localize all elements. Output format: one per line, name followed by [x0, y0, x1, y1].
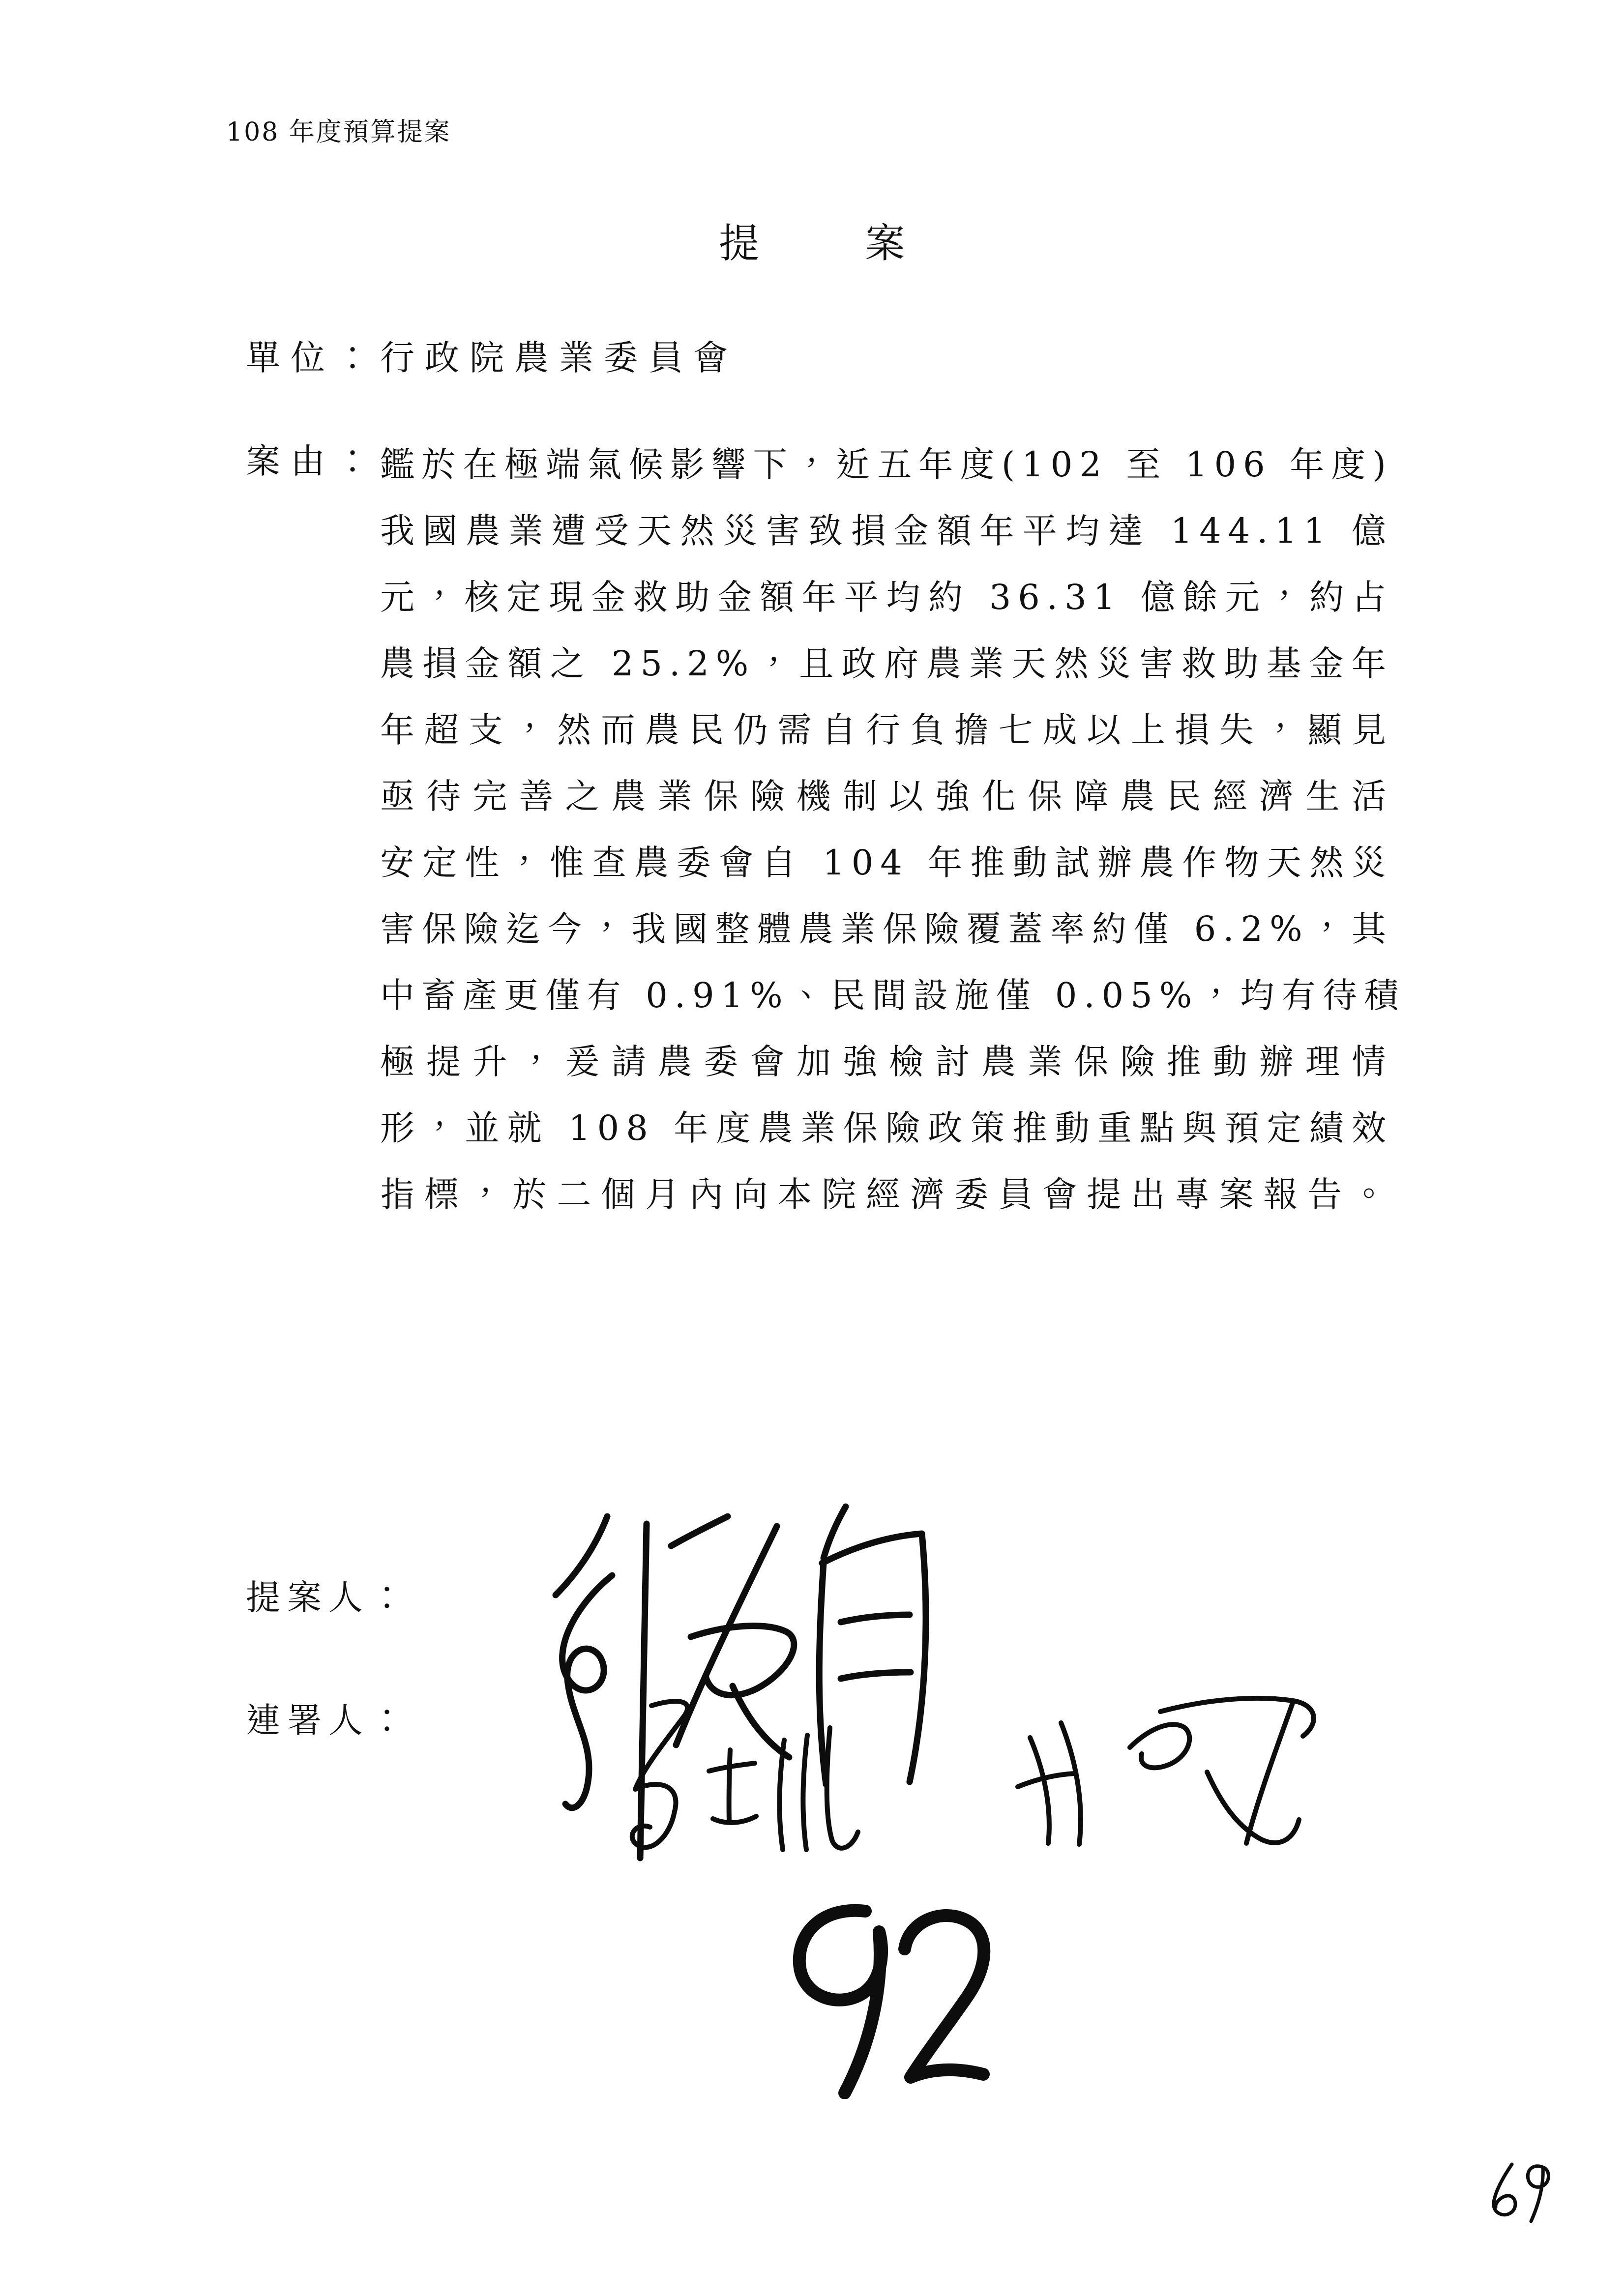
case-line: 亟待完善之農業保險機制以強化保障農民經濟生活	[380, 776, 1393, 816]
handwritten-big-number	[787, 1902, 993, 2099]
case-line: 鑑於在極端氣候影響下，近五年度(102 至 106 年度)	[380, 444, 1393, 485]
cosigner-signature-1	[615, 1693, 870, 1870]
case-line: 我國農業遭受天然災害致損金額年平均達 144.11 億	[380, 511, 1393, 551]
handwritten-page-number	[1485, 2160, 1554, 2224]
cosigner-signature-2	[998, 1681, 1332, 1858]
cosigner-label: 連署人：	[246, 1700, 411, 1741]
unit-line: 單位：行政院農業委員會	[246, 338, 738, 378]
proposer-label: 提案人：	[246, 1577, 411, 1618]
page-title	[0, 220, 1624, 267]
case-line: 中畜產更僅有 0.91%、民間設施僅 0.05%，均有待積	[380, 975, 1406, 1016]
case-line: 安定性，惟查農委會自 104 年推動試辦農作物天然災	[380, 843, 1393, 883]
case-line: 元，核定現金救助金額年平均約 36.31 億餘元，約占	[380, 577, 1393, 617]
document-header: 108 年度預算提案	[226, 117, 451, 147]
case-line: 年超支，然而農民仍需自行負擔七成以上損失，顯見	[380, 710, 1393, 750]
case-reason-label: 案由：	[246, 441, 380, 481]
case-line: 極提升，爰請農委會加強檢討農業保險推動辦理情	[380, 1042, 1393, 1082]
case-line: 指標，於二個月內向本院經濟委員會提出專案報告。	[380, 1174, 1393, 1215]
case-reason-body	[380, 432, 1406, 1228]
case-line: 害保險迄今，我國整體農業保險覆蓋率約僅 6.2%，其	[380, 909, 1393, 949]
case-line: 農損金額之 25.2%，且政府農業天然災害救助基金年	[380, 643, 1393, 684]
page-title-second-char: 案	[865, 220, 906, 267]
case-line: 形，並就 108 年度農業保險政策推動重點與預定績效	[380, 1108, 1393, 1148]
page-title-first-char: 提	[718, 220, 759, 267]
